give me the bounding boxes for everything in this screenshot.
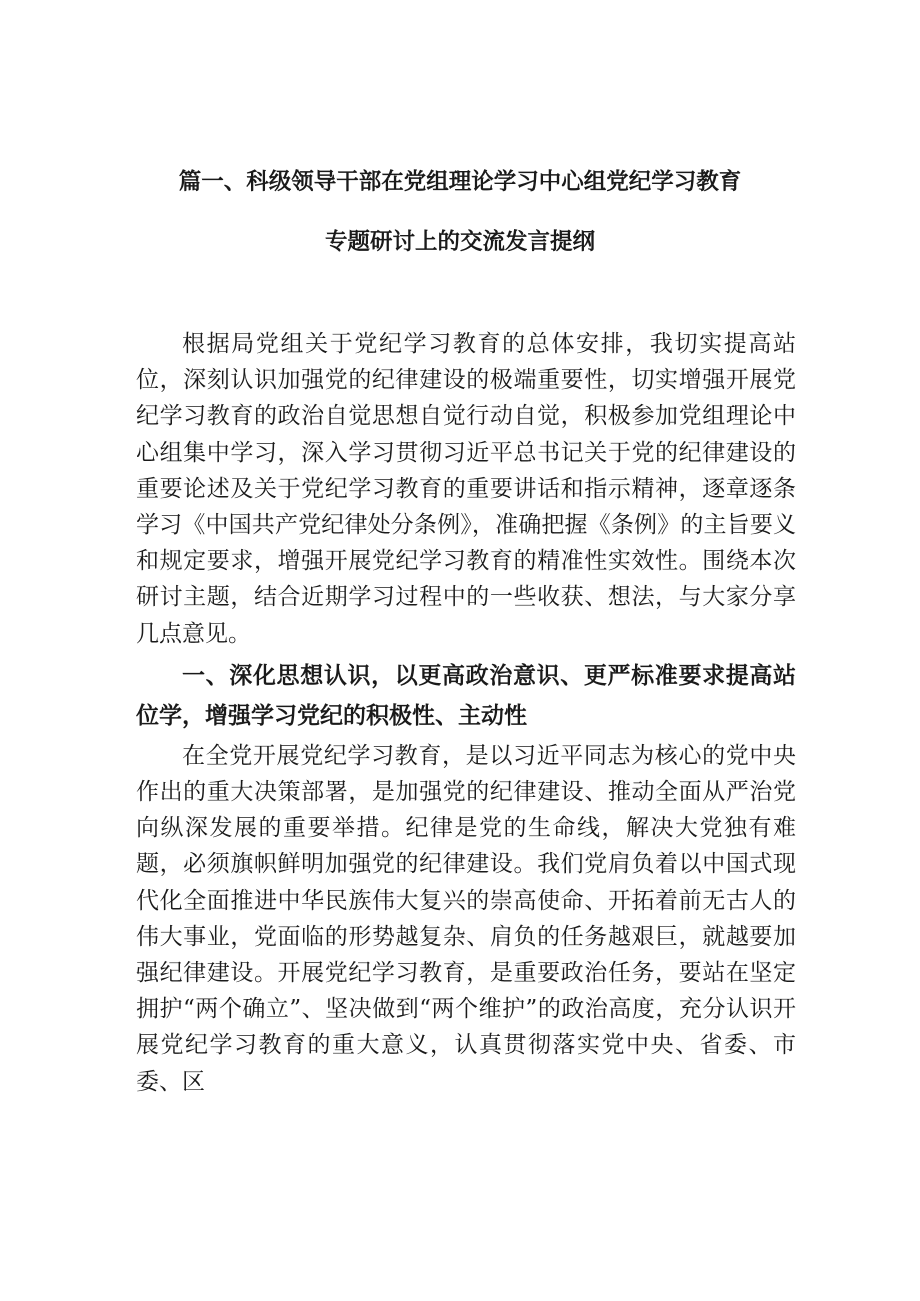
document-body xyxy=(136,326,796,1100)
paragraph-section-1: 在全党开展党纪学习教育，是以习近平同志为核心的党中央作出的重大决策部署，是加强党的纪律建设、推动全面从严治党向纵深发展的重要举措。纪律是党的生命线，解决大党独有难题，必须旗帜鲜明加强党的纪律建设。我们党肩负着以中国式现代化全面推进中华民族伟大复兴的崇高使命、开拓着前无古人的伟大事业，党面临的形势越复杂、肩负的任务越艰巨，就越要加强纪律建设。开展党纪学习教育，是重要政治任务，要站在坚定拥护“两个确立”、坚决做到“两个维护”的政治高度，充分认识开展党纪学习教育的重大意义，认真贯彻落实党中央、省委、市委、区 xyxy=(136,742,796,1095)
section-heading-1: 一、深化思想认识，以更高政治意识、更严标准要求提高站位学，增强学习党纪的积极性、主动性 xyxy=(136,662,796,729)
document-title xyxy=(0,168,920,256)
title-line-2: 专题研讨上的交流发言提纲 xyxy=(324,229,595,255)
paragraph-intro: 根据局党组关于党纪学习教育的总体安排，我切实提高站位，深刻认识加强党的纪律建设的极端重要性，切实增强开展党纪学习教育的政治自觉思想自觉行动自觉，积极参加党组理论中心组集中学习，深入学习贯彻习近平总书记关于党的纪律建设的重要论述及关于党纪学习教育的重要讲话和指示精神，逐章逐条学习《中国共产党纪律处分条例》，准确把握《条例》的主旨要义和规定要求，增强开展党纪学习教育的精准性实效性。围绕本次研讨主题，结合近期学习过程中的一些收获、想法，与大家分享几点意见。 xyxy=(136,331,796,647)
title-line-1: 篇一、科级领导干部在党组理论学习中心组党纪学习教育 xyxy=(178,169,742,195)
